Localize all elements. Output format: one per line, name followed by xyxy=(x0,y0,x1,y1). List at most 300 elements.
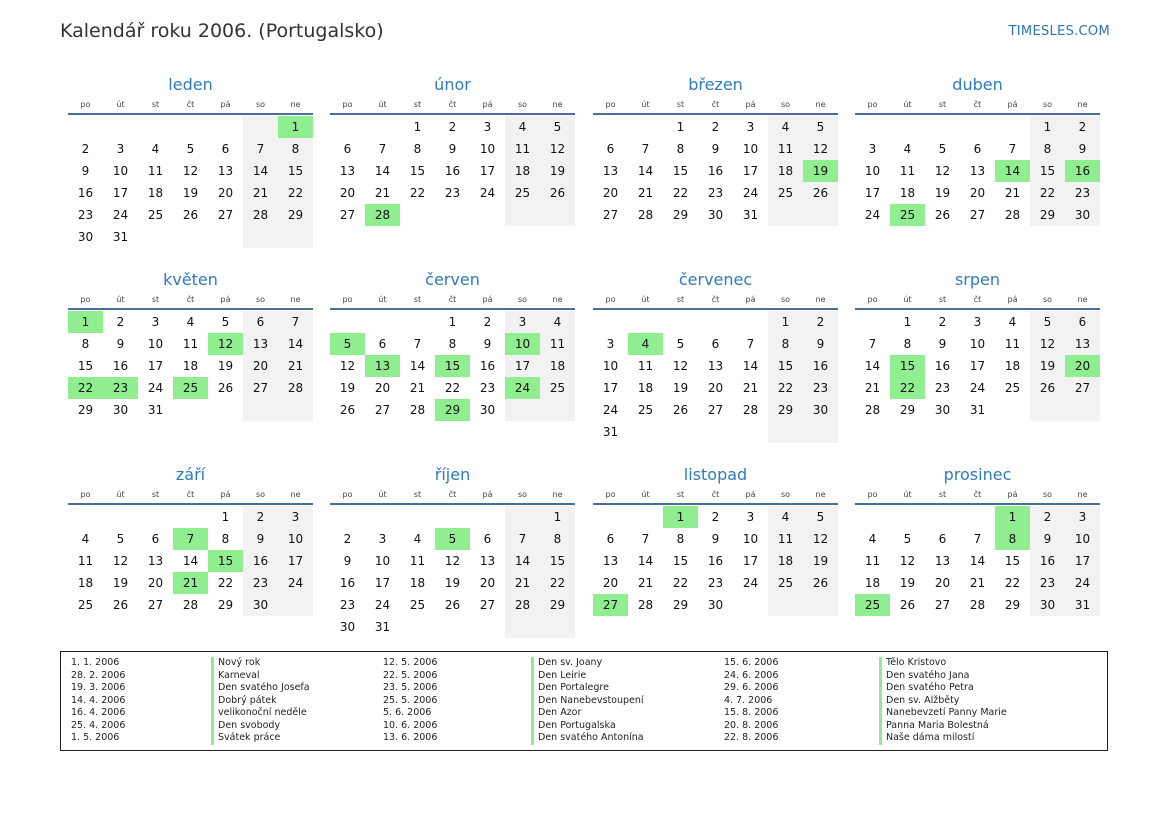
day-cell: 5 xyxy=(540,116,575,138)
day-cell: 6 xyxy=(378,337,387,351)
empty-day-cell xyxy=(855,116,890,138)
empty-day-cell xyxy=(628,506,663,528)
day-cell: 4 xyxy=(768,116,803,138)
empty-day-cell xyxy=(173,506,208,528)
weekday-header xyxy=(855,292,1100,310)
empty-day-cell xyxy=(925,116,960,138)
weekday-label: út xyxy=(903,295,912,304)
day-cell: 22 xyxy=(672,576,689,590)
weekday-label: pá xyxy=(745,490,756,499)
day-cell: 23 xyxy=(77,208,94,222)
day-cell: 30 xyxy=(1030,594,1065,616)
day-cell: 27 xyxy=(243,377,278,399)
legend-names-column xyxy=(211,657,310,745)
weekday-label: čt xyxy=(973,295,982,304)
day-grid xyxy=(855,310,1100,421)
legend-holiday-name: Den sv. Alžběty xyxy=(879,695,1007,708)
empty-day-cell xyxy=(855,311,890,333)
day-cell: 5 xyxy=(116,532,125,546)
day-cell: 11 xyxy=(409,554,426,568)
day-cell: 21 xyxy=(505,572,540,594)
weekday-label: pá xyxy=(482,100,493,109)
day-cell: 15 xyxy=(77,359,94,373)
day-cell: 14 xyxy=(742,359,759,373)
weekday-header xyxy=(593,487,838,505)
day-cell: 22 xyxy=(409,186,426,200)
weekday-label: po xyxy=(342,100,353,109)
legend-holiday-name: Den Nanebevstoupení xyxy=(531,695,644,708)
empty-day-cell xyxy=(365,506,400,528)
empty-day-cell xyxy=(138,116,173,138)
empty-day-cell xyxy=(208,399,243,421)
day-cell: 9 xyxy=(711,532,720,546)
day-cell: 17 xyxy=(864,186,881,200)
day-cell: 16 xyxy=(444,164,461,178)
brand-link[interactable]: TIMESLES.COM xyxy=(1008,24,1110,39)
empty-day-cell xyxy=(505,506,540,528)
day-cell: 6 xyxy=(973,142,982,156)
day-cell: 9 xyxy=(1065,138,1100,160)
day-cell: 6 xyxy=(711,337,720,351)
day-cell: 19 xyxy=(444,576,461,590)
day-cell: 20 xyxy=(339,186,356,200)
day-cell: 31 xyxy=(602,425,619,439)
legend-date: 5. 6. 2006 xyxy=(383,707,432,718)
empty-day-cell xyxy=(103,506,138,528)
day-cell: 9 xyxy=(803,333,838,355)
weekday-label: so xyxy=(255,100,266,109)
holiday-day-cell: 29 xyxy=(435,399,470,421)
day-cell: 17 xyxy=(479,164,496,178)
day-cell: 13 xyxy=(479,554,496,568)
day-cell: 23 xyxy=(803,377,838,399)
day-cell: 3 xyxy=(606,337,615,351)
empty-day-cell xyxy=(400,506,435,528)
weekday-label: po xyxy=(867,100,878,109)
day-cell: 2 xyxy=(343,532,352,546)
day-cell: 23 xyxy=(243,572,278,594)
day-cell: 24 xyxy=(1065,572,1100,594)
page-title: Kalendář roku 2006. (Portugalsko) xyxy=(60,20,384,42)
legend-holiday-name: Dobrý pátek xyxy=(211,695,310,708)
holiday-day-cell: 1 xyxy=(995,506,1030,528)
day-cell: 24 xyxy=(479,186,496,200)
empty-day-cell xyxy=(733,311,768,333)
day-cell: 10 xyxy=(147,337,164,351)
day-cell: 1 xyxy=(540,506,575,528)
day-cell: 11 xyxy=(768,528,803,550)
month-name: květen xyxy=(163,270,218,289)
empty-day-cell xyxy=(803,594,838,616)
day-cell: 15 xyxy=(768,355,803,377)
day-cell: 9 xyxy=(1030,528,1065,550)
day-cell: 7 xyxy=(243,138,278,160)
holiday-day-cell: 24 xyxy=(505,377,540,399)
day-cell: 18 xyxy=(768,550,803,572)
empty-day-cell xyxy=(330,116,365,138)
empty-day-cell xyxy=(435,204,470,226)
day-cell: 29 xyxy=(899,403,916,417)
holiday-day-cell: 16 xyxy=(1065,160,1100,182)
empty-day-cell xyxy=(208,116,243,138)
day-cell: 30 xyxy=(934,403,951,417)
weekday-label: st xyxy=(151,100,160,109)
day-cell: 26 xyxy=(899,598,916,612)
day-cell: 30 xyxy=(707,598,724,612)
day-cell: 8 xyxy=(540,528,575,550)
day-cell: 21 xyxy=(374,186,391,200)
weekday-label: čt xyxy=(186,490,195,499)
holiday-day-cell: 13 xyxy=(365,355,400,377)
weekday-header xyxy=(593,97,838,115)
day-cell: 30 xyxy=(707,208,724,222)
day-cell: 9 xyxy=(483,337,492,351)
empty-day-cell xyxy=(1030,399,1065,421)
day-cell: 8 xyxy=(903,337,912,351)
day-cell: 19 xyxy=(182,186,199,200)
holiday-day-cell: 21 xyxy=(173,572,208,594)
empty-day-cell xyxy=(698,311,733,333)
day-cell: 24 xyxy=(742,576,759,590)
day-cell: 22 xyxy=(768,377,803,399)
day-cell: 21 xyxy=(409,381,426,395)
day-cell: 18 xyxy=(409,576,426,590)
weekday-label: po xyxy=(80,100,91,109)
day-cell: 27 xyxy=(217,208,234,222)
empty-day-cell xyxy=(400,311,435,333)
empty-day-cell xyxy=(663,311,698,333)
empty-day-cell xyxy=(470,204,505,226)
day-cell: 19 xyxy=(803,550,838,572)
day-cell: 9 xyxy=(343,554,352,568)
day-cell: 27 xyxy=(479,598,496,612)
month-block xyxy=(330,73,575,226)
weekday-label: út xyxy=(378,100,387,109)
day-cell: 2 xyxy=(938,315,947,329)
day-cell: 15 xyxy=(540,550,575,572)
day-cell: 5 xyxy=(803,116,838,138)
weekday-label: pá xyxy=(1007,490,1018,499)
day-cell: 29 xyxy=(278,204,313,226)
legend-date: 19. 3. 2006 xyxy=(71,682,126,693)
empty-day-cell xyxy=(208,226,243,248)
day-cell: 5 xyxy=(221,315,230,329)
day-cell: 7 xyxy=(378,142,387,156)
empty-day-cell xyxy=(68,116,103,138)
day-cell: 12 xyxy=(899,554,916,568)
empty-day-cell xyxy=(768,594,803,616)
day-cell: 21 xyxy=(1004,186,1021,200)
day-cell: 25 xyxy=(540,377,575,399)
day-cell: 18 xyxy=(1004,359,1021,373)
day-cell: 23 xyxy=(707,186,724,200)
weekday-label: st xyxy=(151,490,160,499)
day-cell: 4 xyxy=(1008,315,1017,329)
weekday-label: čt xyxy=(973,490,982,499)
holiday-day-cell: 22 xyxy=(68,377,103,399)
empty-day-cell xyxy=(470,616,505,638)
weekday-label: st xyxy=(938,490,947,499)
day-cell: 31 xyxy=(1065,594,1100,616)
day-cell: 3 xyxy=(746,120,755,134)
day-cell: 13 xyxy=(602,164,619,178)
day-grid xyxy=(68,115,313,248)
day-cell: 27 xyxy=(374,403,391,417)
legend-dates-column xyxy=(71,657,125,745)
weekday-label: so xyxy=(517,490,528,499)
day-cell: 3 xyxy=(378,532,387,546)
legend-holiday-name: velikonoční neděle xyxy=(211,707,310,720)
weekday-header xyxy=(68,292,313,310)
day-cell: 30 xyxy=(479,403,496,417)
weekday-label: čt xyxy=(448,490,457,499)
legend-holiday-name: Nový rok xyxy=(211,657,310,670)
holiday-day-cell: 20 xyxy=(1065,355,1100,377)
holiday-day-cell: 8 xyxy=(995,528,1030,550)
day-cell: 26 xyxy=(934,208,951,222)
empty-day-cell xyxy=(803,204,838,226)
day-cell: 17 xyxy=(374,576,391,590)
empty-day-cell xyxy=(68,506,103,528)
day-cell: 6 xyxy=(151,532,160,546)
weekday-header xyxy=(68,487,313,505)
weekday-label: st xyxy=(151,295,160,304)
day-cell: 3 xyxy=(1065,506,1100,528)
day-cell: 15 xyxy=(278,160,313,182)
day-cell: 4 xyxy=(81,532,90,546)
empty-day-cell xyxy=(505,204,540,226)
empty-day-cell xyxy=(330,311,365,333)
weekday-label: ne xyxy=(815,490,826,499)
day-cell: 20 xyxy=(243,355,278,377)
day-cell: 25 xyxy=(768,572,803,594)
legend-holiday-name: Den Azor xyxy=(531,707,644,720)
empty-day-cell xyxy=(960,116,995,138)
day-cell: 13 xyxy=(934,554,951,568)
day-cell: 2 xyxy=(711,120,720,134)
day-cell: 1 xyxy=(1030,116,1065,138)
legend-date: 10. 6. 2006 xyxy=(383,719,438,731)
day-cell: 19 xyxy=(934,186,951,200)
day-cell: 28 xyxy=(243,204,278,226)
day-cell: 18 xyxy=(77,576,94,590)
weekday-label: ne xyxy=(290,490,301,499)
day-cell: 27 xyxy=(339,208,356,222)
day-cell: 12 xyxy=(339,359,356,373)
day-cell: 18 xyxy=(147,186,164,200)
month-block xyxy=(330,268,575,421)
legend-date: 29. 6. 2006 xyxy=(724,682,779,693)
weekday-label: pá xyxy=(482,295,493,304)
day-cell: 29 xyxy=(77,403,94,417)
day-cell: 15 xyxy=(672,554,689,568)
day-cell: 7 xyxy=(413,337,422,351)
empty-day-cell xyxy=(435,506,470,528)
day-cell: 1 xyxy=(448,315,457,329)
empty-day-cell xyxy=(400,204,435,226)
day-cell: 1 xyxy=(676,120,685,134)
legend-date: 1. 1. 2006 xyxy=(71,657,120,668)
day-cell: 16 xyxy=(339,576,356,590)
day-cell: 1 xyxy=(413,120,422,134)
weekday-label: po xyxy=(605,100,616,109)
day-cell: 17 xyxy=(112,186,129,200)
day-cell: 19 xyxy=(899,576,916,590)
day-cell: 20 xyxy=(602,186,619,200)
empty-day-cell xyxy=(890,506,925,528)
weekday-label: so xyxy=(780,100,791,109)
day-cell: 10 xyxy=(112,164,129,178)
weekday-label: ne xyxy=(290,100,301,109)
empty-day-cell xyxy=(540,204,575,226)
month-name: únor xyxy=(434,75,471,94)
month-name: březen xyxy=(688,75,743,94)
legend-holiday-name: Den sv. Joany xyxy=(531,657,644,670)
weekday-label: st xyxy=(676,490,685,499)
day-cell: 3 xyxy=(746,510,755,524)
day-grid xyxy=(330,505,575,638)
day-cell: 22 xyxy=(1004,576,1021,590)
day-cell: 11 xyxy=(899,164,916,178)
day-cell: 17 xyxy=(742,164,759,178)
day-cell: 11 xyxy=(637,359,654,373)
day-cell: 26 xyxy=(217,381,234,395)
day-cell: 29 xyxy=(540,594,575,616)
month-block xyxy=(855,73,1100,226)
empty-day-cell xyxy=(173,399,208,421)
day-cell: 28 xyxy=(864,403,881,417)
day-cell: 17 xyxy=(505,355,540,377)
legend-holiday-name: Tělo Kristovo xyxy=(879,657,1007,670)
day-cell: 20 xyxy=(707,381,724,395)
day-cell: 30 xyxy=(112,403,129,417)
day-cell: 19 xyxy=(339,381,356,395)
day-cell: 16 xyxy=(479,359,496,373)
holiday-day-cell: 15 xyxy=(890,355,925,377)
empty-day-cell xyxy=(365,311,400,333)
day-grid xyxy=(593,505,838,616)
holiday-day-cell: 10 xyxy=(505,333,540,355)
weekday-label: pá xyxy=(745,295,756,304)
day-cell: 14 xyxy=(505,550,540,572)
day-cell: 15 xyxy=(409,164,426,178)
empty-day-cell xyxy=(733,594,768,616)
day-cell: 28 xyxy=(742,403,759,417)
weekday-label: so xyxy=(1042,295,1053,304)
holiday-day-cell: 5 xyxy=(435,528,470,550)
weekday-label: po xyxy=(80,490,91,499)
day-cell: 31 xyxy=(112,230,129,244)
empty-day-cell xyxy=(243,226,278,248)
weekday-label: ne xyxy=(815,100,826,109)
day-cell: 23 xyxy=(444,186,461,200)
weekday-label: po xyxy=(342,490,353,499)
day-grid xyxy=(855,505,1100,616)
weekday-label: pá xyxy=(1007,100,1018,109)
day-cell: 28 xyxy=(409,403,426,417)
weekday-label: čt xyxy=(973,100,982,109)
day-cell: 3 xyxy=(483,120,492,134)
day-cell: 29 xyxy=(217,598,234,612)
day-cell: 21 xyxy=(742,381,759,395)
day-cell: 26 xyxy=(1030,377,1065,399)
holiday-day-cell: 5 xyxy=(330,333,365,355)
day-cell: 22 xyxy=(278,182,313,204)
day-cell: 17 xyxy=(969,359,986,373)
day-cell: 12 xyxy=(1030,333,1065,355)
weekday-label: ne xyxy=(1077,490,1088,499)
weekday-label: po xyxy=(342,295,353,304)
holiday-day-cell: 7 xyxy=(173,528,208,550)
day-cell: 24 xyxy=(112,208,129,222)
empty-day-cell xyxy=(243,116,278,138)
empty-day-cell xyxy=(593,311,628,333)
weekday-label: ne xyxy=(290,295,301,304)
holiday-day-cell: 25 xyxy=(855,594,890,616)
day-cell: 26 xyxy=(803,182,838,204)
holiday-day-cell: 12 xyxy=(208,333,243,355)
empty-day-cell xyxy=(103,116,138,138)
day-cell: 6 xyxy=(343,142,352,156)
weekday-header xyxy=(593,292,838,310)
weekday-label: čt xyxy=(711,295,720,304)
day-cell: 27 xyxy=(1065,377,1100,399)
day-cell: 27 xyxy=(707,403,724,417)
weekday-label: čt xyxy=(711,490,720,499)
day-cell: 2 xyxy=(81,142,90,156)
day-cell: 26 xyxy=(444,598,461,612)
day-cell: 8 xyxy=(278,138,313,160)
day-grid xyxy=(68,310,313,421)
day-cell: 27 xyxy=(934,598,951,612)
day-cell: 17 xyxy=(742,554,759,568)
day-cell: 29 xyxy=(768,399,803,421)
day-cell: 17 xyxy=(147,359,164,373)
day-grid xyxy=(330,310,575,421)
legend-date: 15. 8. 2006 xyxy=(724,707,779,718)
weekday-label: po xyxy=(80,295,91,304)
day-cell: 30 xyxy=(1065,204,1100,226)
day-cell: 19 xyxy=(217,359,234,373)
day-cell: 16 xyxy=(77,186,94,200)
day-cell: 21 xyxy=(278,355,313,377)
day-cell: 16 xyxy=(707,164,724,178)
weekday-label: po xyxy=(867,490,878,499)
empty-day-cell xyxy=(663,421,698,443)
weekday-label: út xyxy=(116,295,125,304)
day-cell: 12 xyxy=(803,138,838,160)
day-cell: 4 xyxy=(186,315,195,329)
day-cell: 14 xyxy=(182,554,199,568)
day-cell: 10 xyxy=(602,359,619,373)
day-cell: 25 xyxy=(409,598,426,612)
holiday-day-cell: 28 xyxy=(365,204,400,226)
legend-holiday-name: Den svobody xyxy=(211,720,310,733)
day-cell: 17 xyxy=(1065,550,1100,572)
day-cell: 13 xyxy=(1065,333,1100,355)
legend-date: 13. 6. 2006 xyxy=(383,732,438,743)
day-cell: 18 xyxy=(182,359,199,373)
day-cell: 6 xyxy=(606,142,615,156)
day-cell: 12 xyxy=(803,528,838,550)
month-block xyxy=(855,463,1100,616)
day-cell: 1 xyxy=(768,311,803,333)
day-grid xyxy=(68,505,313,616)
day-cell: 22 xyxy=(540,572,575,594)
day-cell: 2 xyxy=(243,506,278,528)
legend-holiday-name: Den Portalegre xyxy=(531,682,644,695)
month-block xyxy=(68,73,313,248)
